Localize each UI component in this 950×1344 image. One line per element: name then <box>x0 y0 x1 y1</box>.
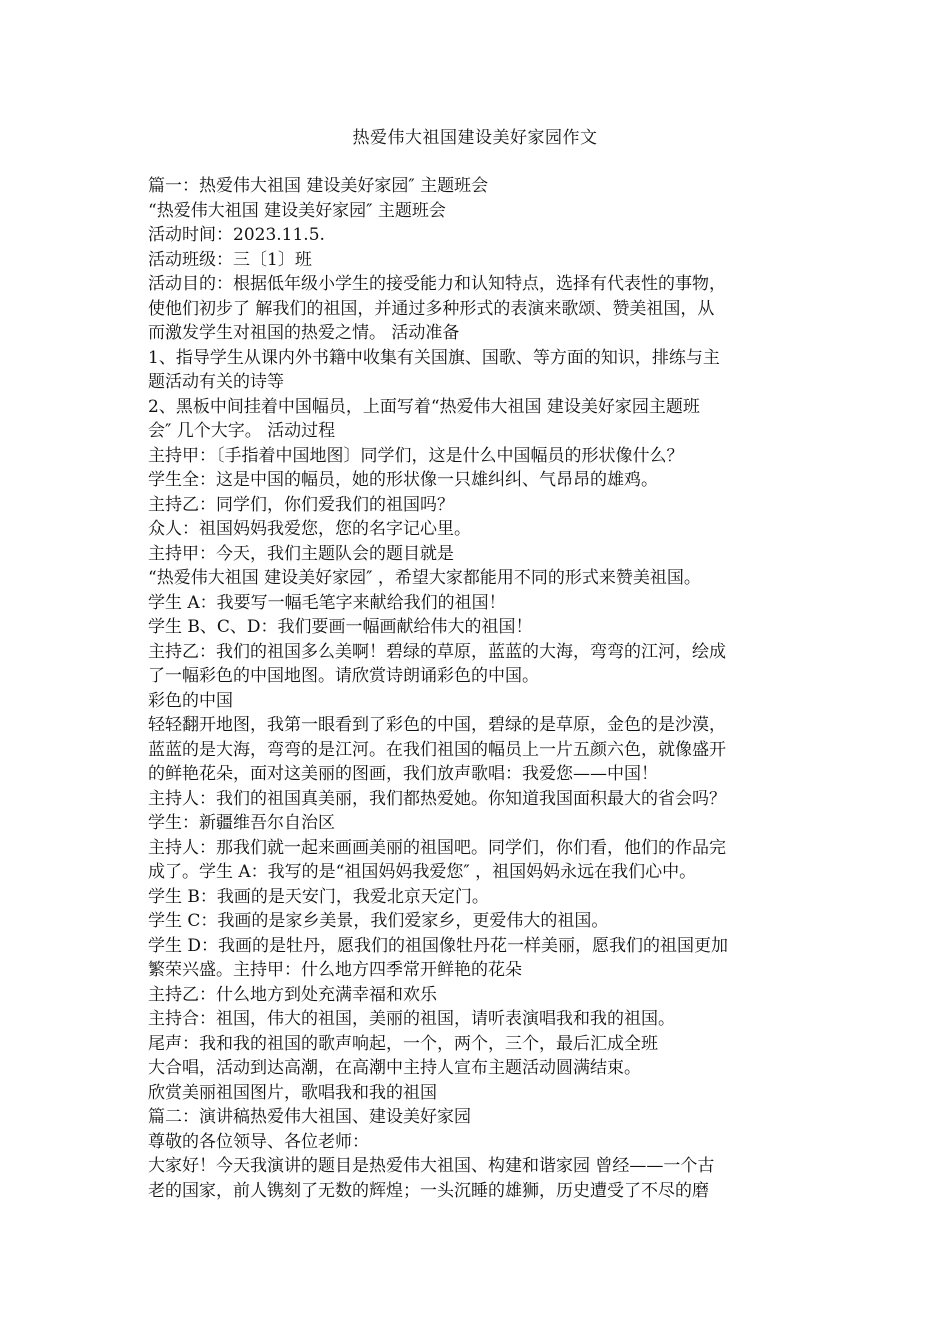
text-line: 1、指导学生从课内外书籍中收集有关国旗、国歌、等方面的知识，排练与主 <box>148 347 720 368</box>
text-line: “热爱伟大祖国 建设美好家园″ 主题班会 <box>148 200 446 221</box>
text-line: 主持甲：〔手指着中国地图〕同学们，这是什么中国幅员的形状像什么？ <box>148 445 684 466</box>
text-line: 主持乙：同学们，你们爱我们的祖国吗？ <box>148 494 454 515</box>
text-line: 2、黑板中间挂着中国幅员，上面写着“热爱伟大祖国 建设美好家园主题班 <box>148 396 700 417</box>
text-line: 活动时间：2023.11.5. <box>148 225 325 245</box>
text-line: 学生全：这是中国的幅员，她的形状像一只雄纠纠、气昂昂的雄鸡。 <box>148 470 658 490</box>
text-line: 篇二：演讲稿热爱伟大祖国、建设美好家园 <box>148 1107 471 1127</box>
document-body <box>148 174 808 1203</box>
text-line: 活动目的：根据低年级小学生的接受能力和认知特点，选择有代表性的事物， <box>148 274 726 294</box>
text-line: 而激发学生对祖国的热爱之情。 活动准备 <box>148 323 460 343</box>
text-line: 篇一：热爱伟大祖国 建设美好家园″ 主题班会 <box>148 176 489 196</box>
text-line: 主持合：祖国，伟大的祖国，美丽的祖国，请听表演唱我和我的祖国。 <box>148 1009 675 1029</box>
text-line: 学生 B：我画的是天安门，我爱北京天定门。 <box>148 886 489 907</box>
text-line: 学生 D：我画的是牡丹，愿我们的祖国像牡丹花一样美丽，愿我们的祖国更加 <box>148 935 729 956</box>
text-line: 大合唱，活动到达高潮，在高潮中主持人宣布主题活动圆满结束。 <box>148 1058 641 1078</box>
text-line: 蓝蓝的是大海，弯弯的是江河。在我们祖国的幅员上一片五颜六色，就像盛开 <box>148 739 726 760</box>
text-line: 学生 B、C、D：我们要画一幅画献给伟大的祖国！ <box>148 617 533 637</box>
text-line: 成了。学生 A：我写的是“祖国妈妈我爱您″ ，祖国妈妈永远在我们心中。 <box>148 862 697 882</box>
text-line: 会″ 几个大字。 活动过程 <box>148 421 336 441</box>
text-line: 题活动有关的诗等 <box>148 372 284 392</box>
text-line: 老的国家，前人镌刻了无数的辉煌；一头沉睡的雄狮，历史遭受了不尽的磨 <box>148 1180 709 1201</box>
text-line: 大家好！今天我演讲的题目是热爱伟大祖国、构建和谐家园 曾经——一个古 <box>148 1156 715 1176</box>
text-line: 的鲜艳花朵，面对这美丽的图画，我们放声歌唱：我爱您——中国！ <box>148 764 658 784</box>
text-line: 主持人：那我们就一起来画画美丽的祖国吧。同学们，你们看，他们的作品完 <box>148 837 726 858</box>
text-line: 尊敬的各位领导、各位老师： <box>148 1131 369 1152</box>
text-line: 尾声：我和我的祖国的歌声响起，一个，两个，三个，最后汇成全班 <box>148 1033 658 1054</box>
text-line: 使他们初步了 解我们的祖国，并通过多种形式的表演来歌颂、赞美祖国，从 <box>148 298 715 319</box>
text-line: 学生 C：我画的是家乡美景，我们爱家乡，更爱伟大的祖国。 <box>148 911 609 931</box>
text-line: 了一幅彩色的中国地图。请欣赏诗朗诵彩色的中国。 <box>148 666 539 686</box>
text-line: 活动班级：三〔1〕班 <box>148 249 312 270</box>
text-line: 众人：祖国妈妈我爱您，您的名字记心里。 <box>148 519 471 539</box>
document-title: 热爱伟大祖国建设美好家园作文 <box>352 128 598 148</box>
text-line: 主持人：我们的祖国真美丽，我们都热爱她。你知道我国面积最大的省会吗？ <box>148 788 726 809</box>
text-line: 主持乙：什么地方到处充满幸福和欢乐 <box>148 984 437 1005</box>
text-line: 欣赏美丽祖国图片，歌唱我和我的祖国 <box>148 1082 437 1103</box>
text-line: 主持乙：我们的祖国多么美啊！碧绿的草原，蓝蓝的大海，弯弯的江河，绘成 <box>148 641 726 662</box>
text-line: 学生：新疆维吾尔自治区 <box>148 813 335 833</box>
text-line: 彩色的中国 <box>148 690 233 711</box>
text-line: 主持甲：今天，我们主题队会的题目就是 <box>148 543 454 564</box>
text-line: 轻轻翻开地图，我第一眼看到了彩色的中国，碧绿的是草原，金色的是沙漠， <box>148 715 726 735</box>
text-line: 学生 A：我要写一幅毛笔字来献给我们的祖国！ <box>148 592 506 613</box>
text-line: 繁荣兴盛。主持甲：什么地方四季常开鲜艳的花朵 <box>148 960 522 980</box>
text-line: “热爱伟大祖国 建设美好家园″ ，希望大家都能用不同的形式来赞美祖国。 <box>148 568 701 588</box>
